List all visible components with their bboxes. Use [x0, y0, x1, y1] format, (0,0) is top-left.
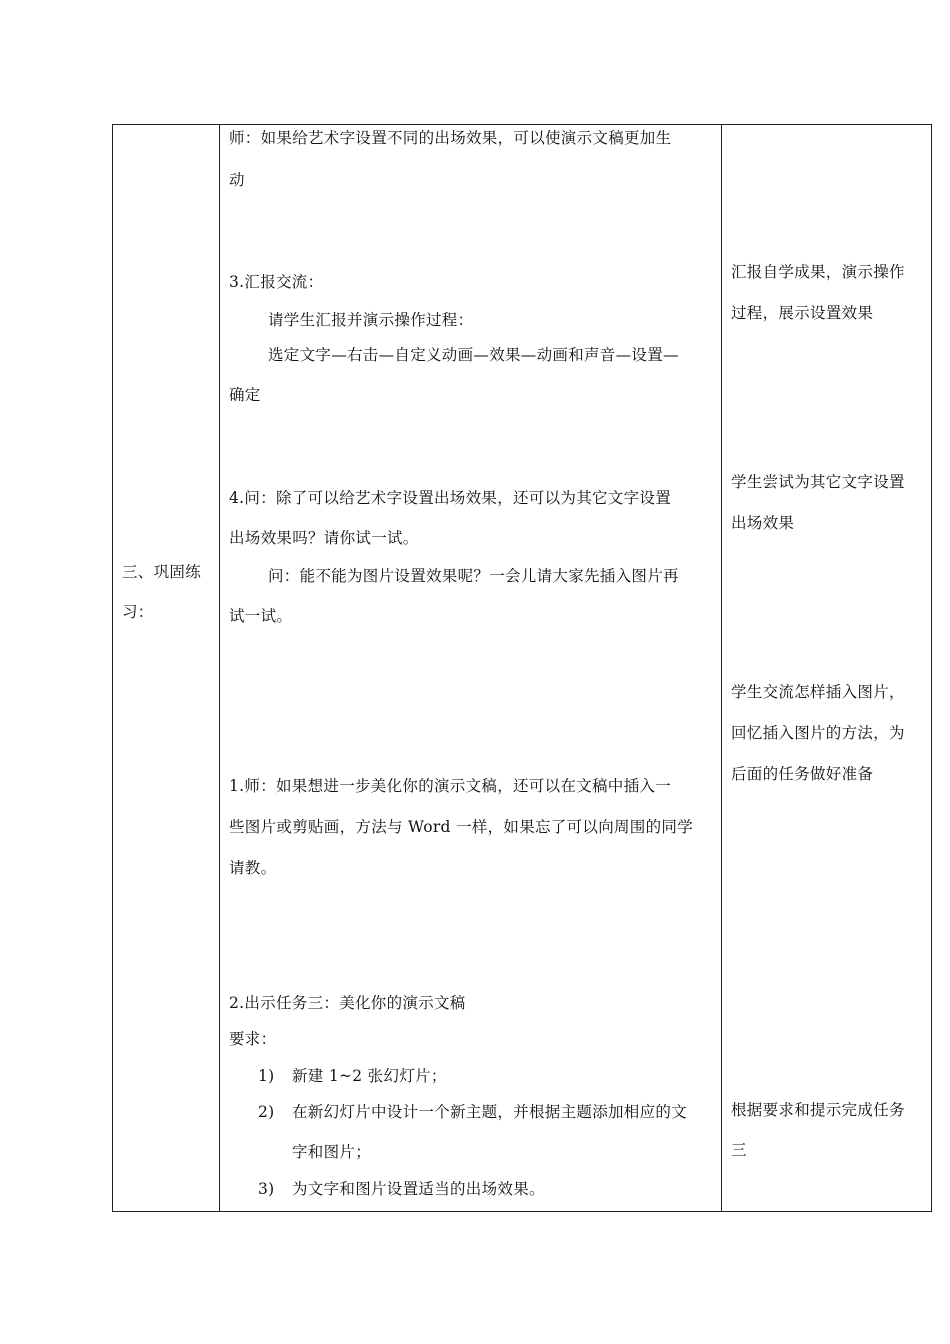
activity-4-line-1: 根据要求和提示完成任务 — [731, 1101, 905, 1119]
activity-3-line-1: 学生交流怎样插入图片， — [731, 683, 905, 701]
activity-3-line-3: 后面的任务做好准备 — [731, 765, 874, 783]
activity-1-line-1: 汇报自学成果，演示操作 — [731, 263, 905, 281]
list-num-2: 2) — [258, 1103, 275, 1121]
column-divider-left — [219, 125, 220, 1211]
section-title-line2: 习： — [122, 603, 154, 621]
question-line-1: 4.问：除了可以给艺术字设置出场效果，还可以为其它文字设置 — [229, 489, 671, 507]
requirements-label: 要求： — [229, 1030, 277, 1048]
activity-2-line-2: 出场效果 — [731, 514, 795, 532]
teacher-para-2-line-1: 1.师：如果想进一步美化你的演示文稿，还可以在文稿中插入一 — [229, 777, 671, 795]
report-line-2: 选定文字—右击—自定义动画—效果—动画和声音—设置— — [268, 346, 679, 364]
activity-4-line-2: 三 — [731, 1141, 747, 1159]
teacher-para-2-line-2: 些图片或剪贴画，方法与 Word 一样，如果忘了可以向周围的同学 — [229, 818, 693, 836]
list-item-2: 在新幻灯片中设计一个新主题，并根据主题添加相应的文 — [292, 1103, 688, 1121]
activity-1-line-2: 过程，展示设置效果 — [731, 304, 874, 322]
teacher-para-1-cont: 动 — [229, 171, 245, 189]
report-line-3: 确定 — [229, 386, 261, 404]
question-line-3: 问：能不能为图片设置效果呢？一会儿请大家先插入图片再 — [268, 567, 679, 585]
section-title-line1: 三、巩固练 — [122, 563, 202, 581]
teacher-para-2-line-3: 请教。 — [229, 859, 277, 877]
teacher-para-1: 师：如果给艺术字设置不同的出场效果，可以使演示文稿更加生 — [229, 129, 672, 147]
activity-2-line-1: 学生尝试为其它文字设置 — [731, 473, 905, 491]
list-item-3: 为文字和图片设置适当的出场效果。 — [292, 1180, 545, 1198]
column-divider-right — [721, 125, 722, 1211]
list-item-1: 新建 1~2 张幻灯片； — [292, 1067, 447, 1085]
report-line-1: 请学生汇报并演示操作过程： — [268, 311, 474, 329]
task-title: 2.出示任务三：美化你的演示文稿 — [229, 994, 466, 1012]
activity-3-line-2: 回忆插入图片的方法，为 — [731, 724, 905, 742]
list-num-1: 1) — [258, 1067, 275, 1085]
question-line-4: 试一试。 — [229, 607, 293, 625]
list-item-2-cont: 字和图片； — [292, 1143, 372, 1161]
list-num-3: 3) — [258, 1180, 275, 1198]
question-line-2: 出场效果吗？请你试一试。 — [229, 529, 419, 547]
report-title: 3.汇报交流： — [229, 273, 324, 291]
